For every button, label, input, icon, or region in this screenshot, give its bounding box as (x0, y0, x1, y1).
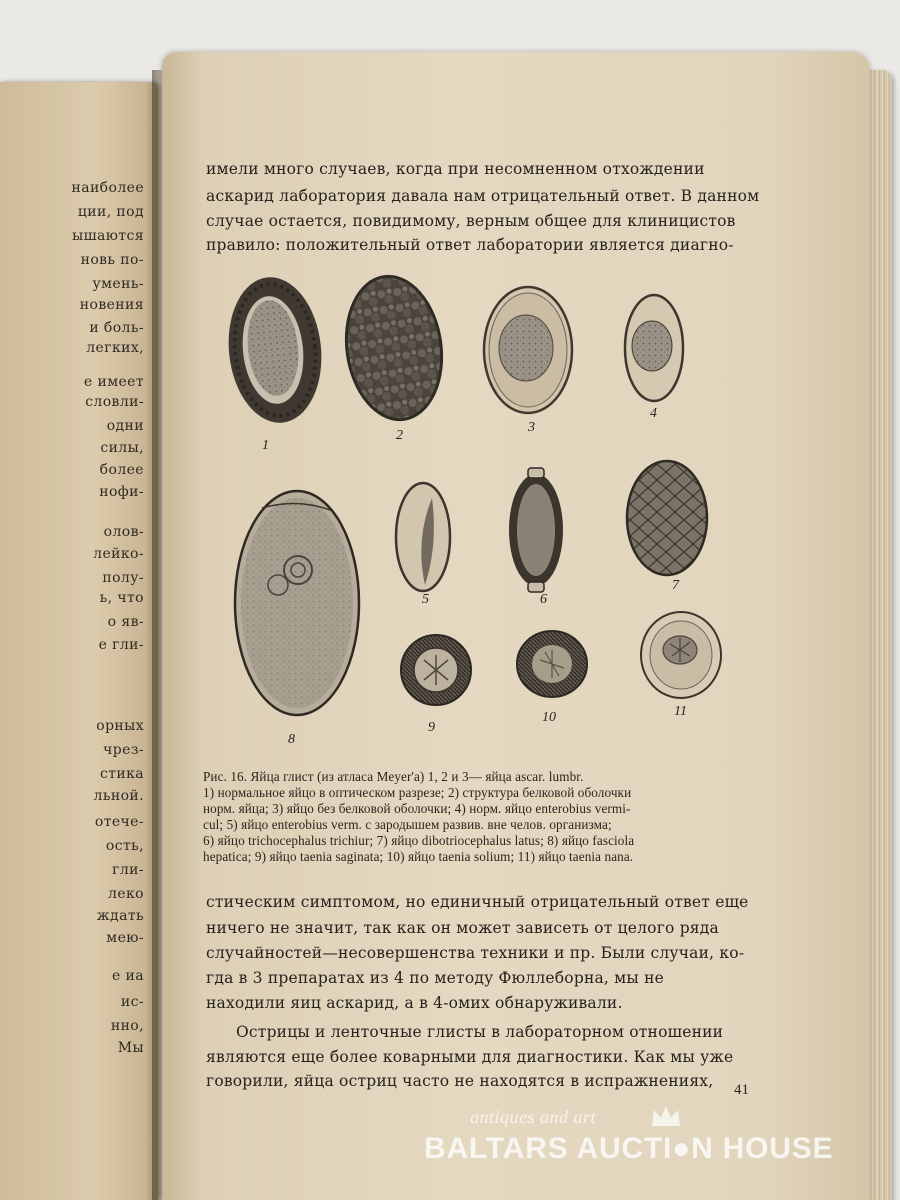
crown-icon (650, 1104, 682, 1128)
figure-label-5: 5 (422, 592, 429, 607)
figure-caption-line: норм. яйца; 3) яйцо без белковой оболочки; 4) норм. яйцо enterobius vermi- (203, 801, 631, 816)
left-page-line: олов- (103, 524, 144, 540)
left-page-line: ции, под (77, 204, 144, 220)
egg-11 (641, 612, 721, 698)
bottom-paragraph-line: ничего не значит, так как он может зависеть от целого ряда (206, 919, 719, 937)
egg-9 (401, 635, 471, 705)
top-paragraph-line: аскарид лаборатория давала нам отрицательный ответ. В данном (206, 187, 760, 205)
figure-caption-line: 1) нормальное яйцо в оптическом разрезе; 2) структура белковой оболочки (203, 785, 632, 800)
left-page-line: нофи- (99, 484, 144, 500)
bottom-paragraph-line: находили яиц аскарид, а в 4-омих обнаруживали. (206, 994, 623, 1012)
left-page-line: ис- (120, 994, 144, 1010)
egg-8 (235, 491, 359, 715)
left-page-line: одни (106, 418, 144, 434)
left-page-line: ость, (105, 838, 144, 854)
figure-label-11: 11 (674, 704, 687, 719)
figure-label-7: 7 (672, 578, 679, 593)
figure-label-6: 6 (540, 592, 547, 607)
left-page-line: мею- (106, 930, 144, 946)
left-page-line: ь, что (99, 590, 144, 606)
watermark-name: BALTARS AUCTI●N HOUSE (424, 1132, 834, 1165)
watermark-tagline: antiques and art (470, 1107, 597, 1127)
bottom-paragraph-line: гда в 3 препаратах из 4 по методу Фюллеборна, мы не (206, 969, 664, 987)
figure-caption-line: hepatica; 9) яйцо taenia saginata; 10) яйцо taenia solium; 11) яйцо taenia nana. (203, 849, 634, 864)
left-page-line: умень- (92, 276, 144, 292)
top-paragraph-line: случае остается, повидимому, верным общее для клиницистов (206, 212, 736, 230)
top-paragraph-line: имели много случаев, когда при несомненном отхождении (206, 160, 705, 178)
bottom-paragraph-line: говорили, яйца остриц часто не находятся в испражнениях, (206, 1072, 714, 1090)
left-page-line: леко (108, 886, 144, 902)
left-page-line: нно, (110, 1018, 144, 1034)
egg-4 (625, 295, 683, 401)
figure-label-10: 10 (542, 710, 556, 725)
page-number: 41 (734, 1082, 749, 1098)
left-page-line: е гли- (98, 637, 144, 653)
bottom-paragraph-line: стическим симптомом, но единичный отрицательный ответ еще (206, 893, 749, 911)
figure-label-8: 8 (288, 732, 295, 747)
left-page-line: е имеет (83, 374, 144, 390)
left-page-line: е иа (111, 968, 144, 984)
left-page-line: ждать (96, 908, 144, 924)
left-page-line: словли- (85, 394, 144, 410)
left-page-line: стика (99, 766, 144, 782)
left-page-line: орных (96, 718, 144, 734)
left-page-line: льной. (93, 788, 144, 804)
egg-1 (222, 273, 329, 428)
egg-3 (484, 287, 572, 413)
figure-label-2: 2 (396, 428, 403, 443)
left-page-line: о яв- (107, 614, 144, 630)
left-page-line: новь по- (80, 252, 144, 268)
egg-6 (509, 468, 563, 592)
left-page-line: более (99, 462, 144, 478)
left-page-line: гли- (112, 862, 144, 878)
left-page-line: чрез- (103, 742, 144, 758)
top-paragraph-line: правило: положительный ответ лаборатории является диагно- (206, 236, 734, 254)
figure-caption-line: cul; 5) яйцо enterobius verm. с зародышем развив. вне челов. организма; (203, 817, 612, 832)
left-page-line: и боль- (89, 320, 144, 336)
left-page-line: полу- (102, 570, 144, 586)
bottom-paragraph-line: Острицы и ленточные глисты в лабораторном отношении (236, 1023, 724, 1041)
figure-label-1: 1 (262, 438, 269, 453)
left-page-line: новения (79, 297, 144, 313)
left-page-line: ышаются (72, 228, 144, 244)
figure-label-4: 4 (650, 406, 657, 421)
left-page-line: лейко- (93, 546, 144, 562)
figure-label-9: 9 (428, 720, 435, 735)
egg-2 (337, 270, 450, 426)
left-page-line: легких, (86, 340, 144, 356)
figure-caption-line: Рис. 16. Яйца глист (из атласа Meyer'а) 1, 2 и 3— яйца ascar. lumbr. (203, 769, 584, 784)
egg-7 (627, 461, 707, 575)
bottom-paragraph-line: являются еще более коварными для диагностики. Как мы уже (206, 1048, 734, 1066)
figure-caption-line: 6) яйцо trichocephalus trichiur; 7) яйцо dibotriocephalus latus; 8) яйцо fasciola (203, 833, 635, 848)
bottom-paragraph-line: случайностей—несовершенства техники и пр. Были случаи, ко- (206, 944, 745, 962)
left-page-line: Мы (117, 1040, 144, 1056)
egg-10 (517, 631, 587, 697)
egg-5 (396, 483, 450, 591)
figure-label-3: 3 (528, 420, 535, 435)
left-page-line: наиболее (71, 180, 144, 196)
left-page-line: отече- (94, 814, 144, 830)
left-page-line: силы, (100, 440, 144, 456)
